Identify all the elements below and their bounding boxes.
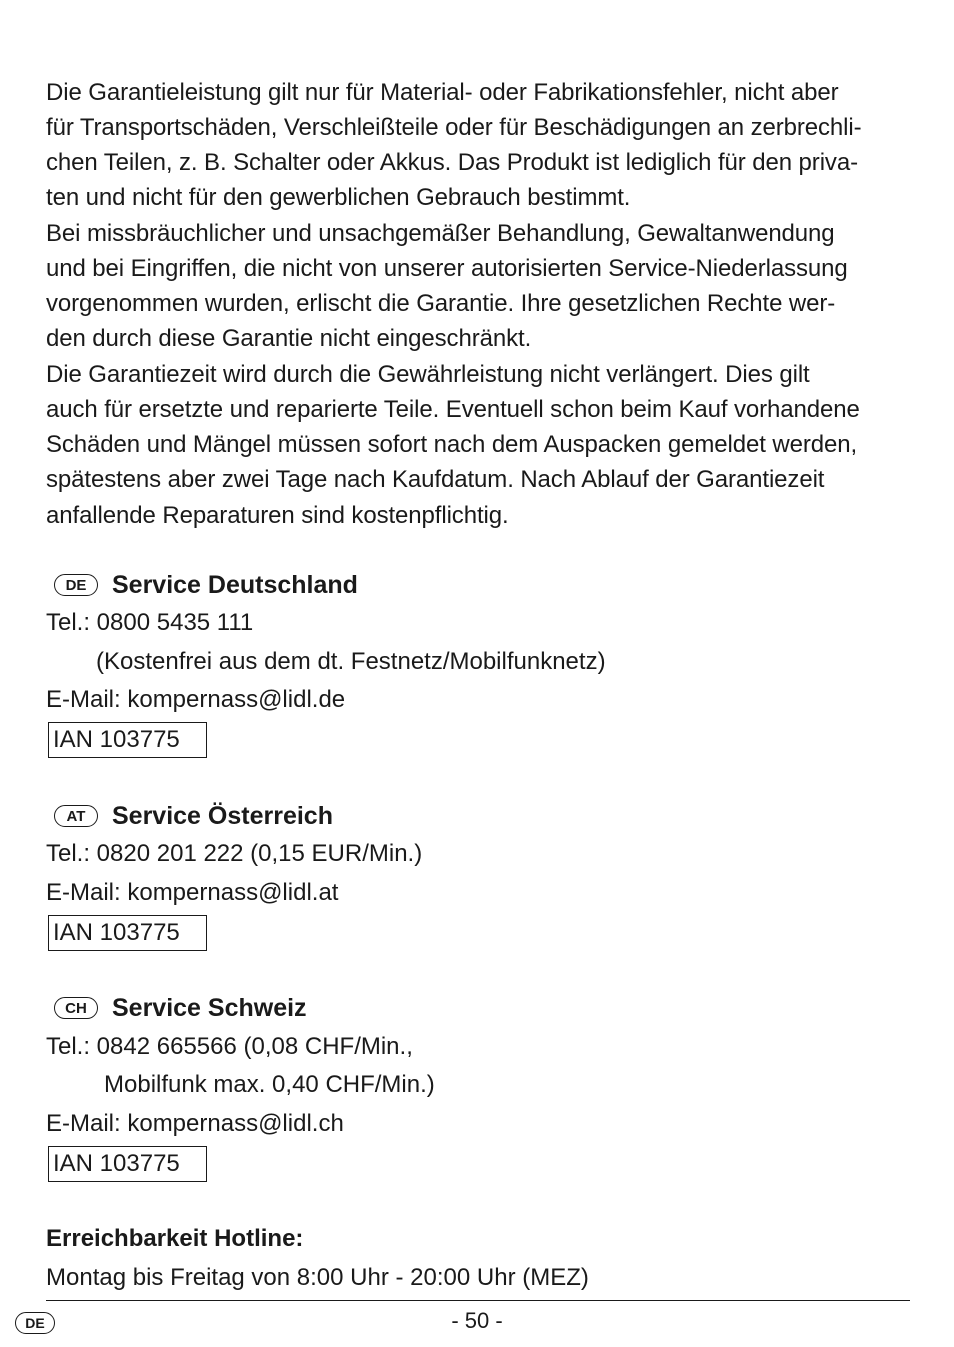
body-line: vorgenommen wurden, erlischt die Garantie. Ihre gesetzlichen Rechte wer- <box>46 290 836 317</box>
service-ch-phone-note: Mobilfunk max. 0,40 CHF/Min.) <box>104 1071 435 1098</box>
service-de-email: E-Mail: kompernass@lidl.de <box>46 686 346 713</box>
body-line: Schäden und Mängel müssen sofort nach dem Auspacken gemeldet werden, <box>46 431 858 458</box>
service-ch-email: E-Mail: kompernass@lidl.ch <box>46 1110 344 1137</box>
service-de-phone: Tel.: 0800 5435 111 <box>46 609 254 636</box>
body-line: chen Teilen, z. B. Schalter oder Akkus. Das Produkt ist lediglich für den priva- <box>46 149 858 176</box>
footer-divider <box>46 1300 910 1301</box>
service-at-heading <box>54 799 333 833</box>
body-line: spätestens aber zwei Tage nach Kaufdatum. Nach Ablauf der Garantiezeit <box>46 466 825 493</box>
body-line: anfallende Reparaturen sind kostenpflichtig. <box>46 502 509 529</box>
body-line: Die Garantieleistung gilt nur für Material- oder Fabrikationsfehler, nicht aber <box>46 79 839 106</box>
service-ch-phone: Tel.: 0842 665566 (0,08 CHF/Min., <box>46 1033 413 1060</box>
body-line: Die Garantiezeit wird durch die Gewährleistung nicht verlängert. Dies gilt <box>46 361 810 388</box>
body-line: Bei missbräuchlicher und unsachgemäßer Behandlung, Gewaltanwendung <box>46 220 835 247</box>
country-badge-de: DE <box>54 574 98 596</box>
body-line: und bei Eingriffen, die nicht von unserer autorisierten Service-Niederlassung <box>46 255 848 282</box>
hotline-heading: Erreichbarkeit Hotline: <box>46 1225 304 1252</box>
service-de-ian-box: IAN 103775 <box>48 722 207 758</box>
page-number: - 50 - <box>451 1308 503 1333</box>
body-line: den durch diese Garantie nicht eingeschränkt. <box>46 325 532 352</box>
hotline-hours: Montag bis Freitag von 8:00 Uhr - 20:00 Uhr (MEZ) <box>46 1264 589 1291</box>
service-ch-ian-box: IAN 103775 <box>48 1146 207 1182</box>
service-de-title: Service Deutschland <box>112 570 358 599</box>
country-badge-ch: CH <box>54 997 98 1019</box>
country-badge-at: AT <box>54 805 98 827</box>
service-at-phone: Tel.: 0820 201 222 (0,15 EUR/Min.) <box>46 840 423 867</box>
service-de-phone-note: (Kostenfrei aus dem dt. Festnetz/Mobilfunknetz) <box>96 648 606 675</box>
service-de-heading <box>54 568 358 602</box>
body-line: auch für ersetzte und reparierte Teile. Eventuell schon beim Kauf vorhandene <box>46 396 860 423</box>
body-line: für Transportschäden, Verschleißteile oder für Beschädigungen an zerbrechli- <box>46 114 862 141</box>
service-at-email: E-Mail: kompernass@lidl.at <box>46 879 339 906</box>
footer-country-badge: DE <box>15 1312 55 1334</box>
service-at-ian-box: IAN 103775 <box>48 915 207 951</box>
body-line: ten und nicht für den gewerblichen Gebrauch bestimmt. <box>46 184 631 211</box>
service-ch-title: Service Schweiz <box>112 993 307 1022</box>
service-at-title: Service Österreich <box>112 801 333 830</box>
service-ch-heading <box>54 991 307 1025</box>
